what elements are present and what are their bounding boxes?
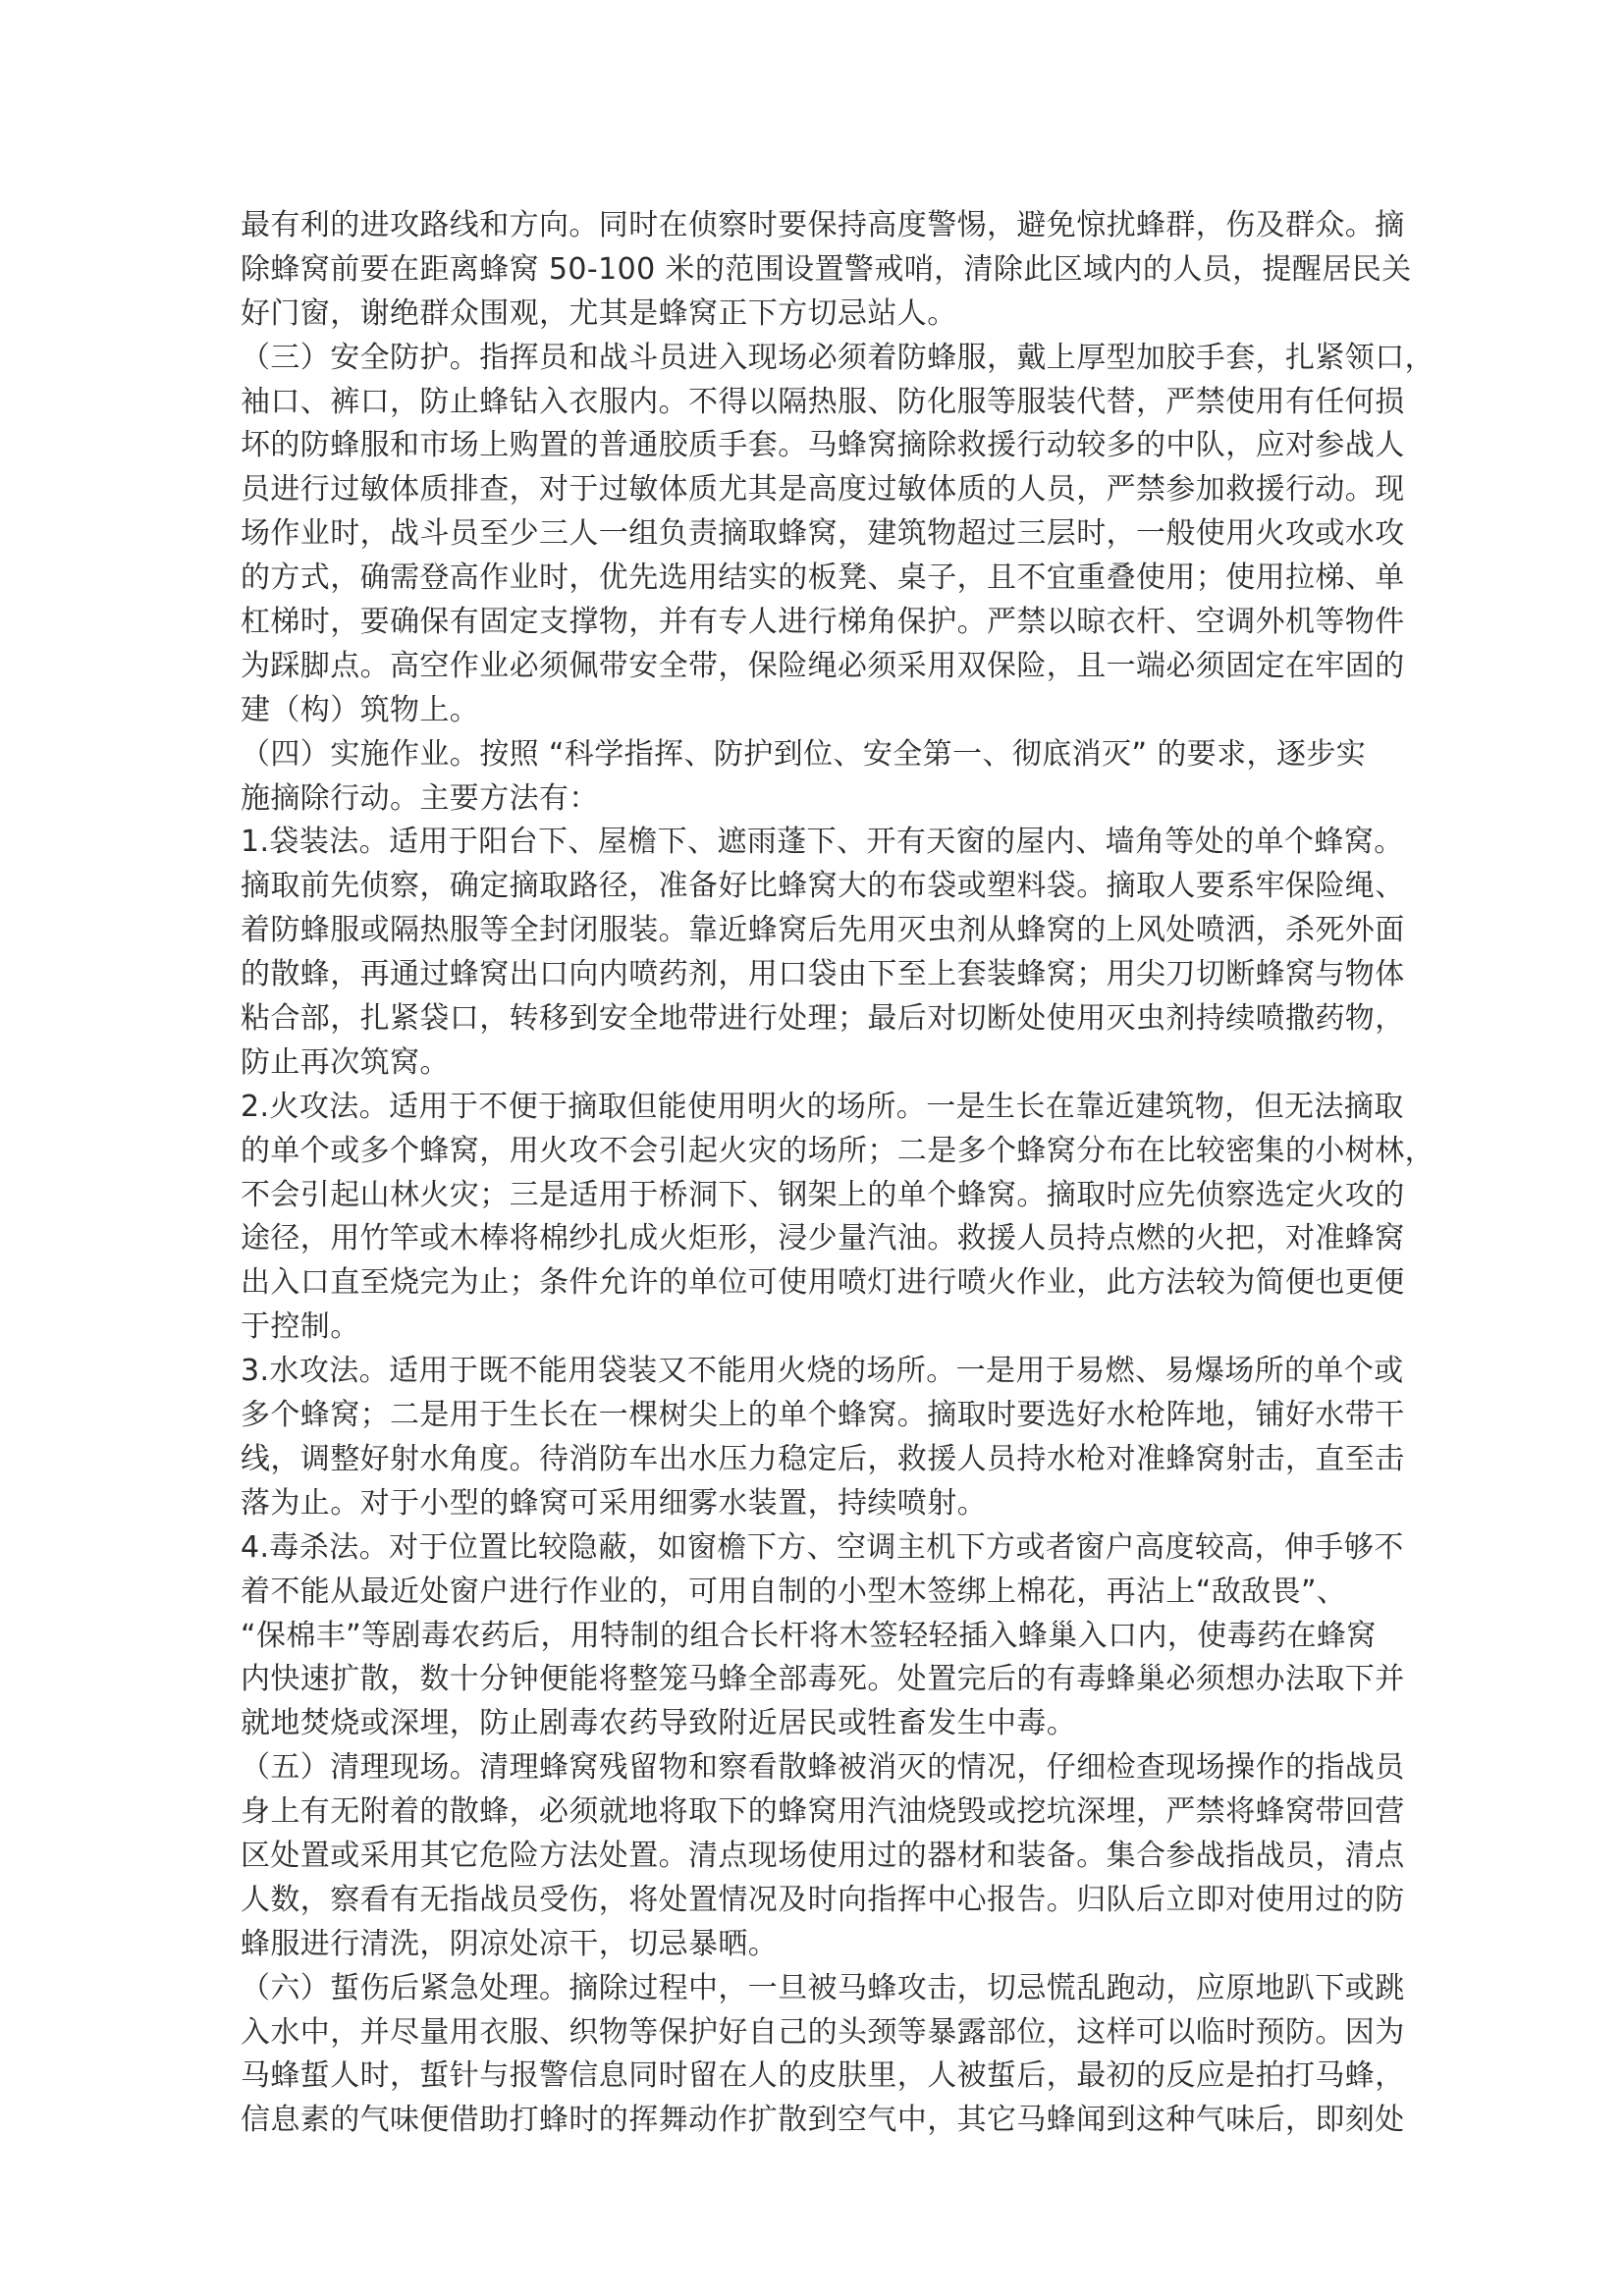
text-line: 途径，用竹竿或木棒将棉纱扎成火炬形，浸少量汽油。救援人员持点燃的火把，对准蜂窝 [241,1221,1405,1256]
text-line: 除蜂窝前要在距离蜂窝 50-100 米的范围设置警戒哨，清除此区域内的人员，提醒居民关 [241,251,1412,287]
text-line: 于控制。 [241,1309,360,1345]
text-line: 好门窗，谢绝群众围观，尤其是蜂窝正下方切忌站人。 [241,295,957,331]
text-line: 就地焚烧或深埋，防止剧毒农药导致附近居民或牲畜发生中毒。 [241,1706,1077,1741]
text-line: 的方式，确需登高作业时，优先选用结实的板凳、桌子，且不宜重叠使用；使用拉梯、单 [241,561,1405,596]
text-line: 最有利的进攻路线和方向。同时在侦察时要保持高度警惕，避免惊扰蜂群，伤及群众。摘 [241,208,1405,242]
text-line: 1.袋装法。适用于阳台下、屋檐下、遮雨蓬下、开有天窗的屋内、墙角等处的单个蜂窝。 [241,825,1404,860]
text-line: 多个蜂窝；二是用于生长在一棵树尖上的单个蜂窝。摘取时要选好水枪阵地，铺好水带干 [241,1398,1405,1433]
text-line: （五）清理现场。清理蜂窝残留物和察看散蜂被消灭的情况，仔细检查现场操作的指战员 [241,1750,1405,1786]
text-line: 3.水攻法。适用于既不能用袋装又不能用火烧的场所。一是用于易燃、易爆场所的单个或 [241,1354,1404,1389]
text-line: 场作业时，战斗员至少三人一组负责摘取蜂窝，建筑物超过三层时，一般使用火攻或水攻 [241,516,1405,552]
document-body [241,204,1435,2143]
text-line: 信息素的气味便借助打蜂时的挥舞动作扩散到空气中，其它马蜂闻到这种气味后，即刻处 [241,2103,1405,2138]
text-line: 施摘除行动。主要方法有： [241,780,599,816]
text-line: 入水中，并尽量用衣服、织物等保护好自己的头颈等暴露部位，这样可以临时预防。因为 [241,2014,1405,2050]
text-line: 摘取前先侦察，确定摘取路径，准备好比蜂窝大的布袋或塑料袋。摘取人要系牢保险绳、 [241,869,1405,904]
text-line: 坏的防蜂服和市场上购置的普通胶质手套。马蜂窝摘除救援行动较多的中队，应对参战人 [241,428,1405,463]
text-line: 粘合部，扎紧袋口，转移到安全地带进行处理；最后对切断处使用灭虫剂持续喷撒药物， [241,1001,1405,1037]
text-line: 2.火攻法。适用于不便于摘取但能使用明火的场所。一是生长在靠近建筑物，但无法摘取 [241,1089,1404,1124]
text-line: （三）安全防护。指挥员和战斗员进入现场必须着防蜂服，戴上厚型加胶手套，扎紧领口， [241,340,1435,375]
text-line: 出入口直至烧完为止；条件允许的单位可使用喷灯进行喷火作业，此方法较为简便也更便 [241,1265,1405,1301]
text-line: 建（构）筑物上。 [241,692,480,727]
text-line: 人数，察看有无指战员受伤，将处置情况及时向指挥中心报告。归队后立即对使用过的防 [241,1882,1405,1917]
text-line: 袖口、裤口，防止蜂钻入衣服内。不得以隔热服、防化服等服装代替，严禁使用有任何损 [241,384,1405,419]
text-line: 4.毒杀法。对于位置比较隐蔽，如窗檐下方、空调主机下方或者窗户高度较高，伸手够不 [241,1529,1404,1565]
text-line: 身上有无附着的散蜂，必须就地将取下的蜂窝用汽油烧毁或挖坑深埋，严禁将蜂窝带回营 [241,1794,1405,1830]
text-line: （四）实施作业。按照 “科学指挥、防护到位、安全第一、彻底消灭” 的要求，逐步实 [241,736,1367,772]
text-line: 员进行过敏体质排查，对于过敏体质尤其是高度过敏体质的人员，严禁参加救援行动。现 [241,472,1405,507]
text-line: 区处置或采用其它危险方法处置。清点现场使用过的器材和装备。集合参战指战员，清点 [241,1838,1405,1873]
text-line: 蜂服进行清洗，阴凉处凉干，切忌暴晒。 [241,1926,779,1961]
text-line: 内快速扩散，数十分钟便能将整笼马蜂全部毒死。处置完后的有毒蜂巢必须想办法取下并 [241,1662,1405,1697]
text-line: 不会引起山林火灾；三是适用于桥洞下、钢架上的单个蜂窝。摘取时应先侦察选定火攻的 [241,1177,1405,1212]
text-line: 落为止。对于小型的蜂窝可采用细雾水装置，持续喷射。 [241,1485,987,1521]
text-line: 线，调整好射水角度。待消防车出水压力稳定后，救援人员持水枪对准蜂窝射击，直至击 [241,1441,1405,1476]
text-line: “保棉丰”等剧毒农药后，用特制的组合长杆将木签轻轻插入蜂巢入口内，使毒药在蜂窝 [241,1618,1377,1653]
text-line: 的单个或多个蜂窝，用火攻不会引起火灾的场所；二是多个蜂窝分布在比较密集的小树林， [241,1133,1435,1168]
text-line: 着防蜂服或隔热服等全封闭服装。靠近蜂窝后先用灭虫剂从蜂窝的上风处喷洒，杀死外面 [241,913,1405,948]
text-line: 杠梯时，要确保有固定支撑物，并有专人进行梯角保护。严禁以晾衣杆、空调外机等物件 [241,605,1405,640]
text-line: （六）蜇伤后紧急处理。摘除过程中，一旦被马蜂攻击，切忌慌乱跑动，应原地趴下或跳 [241,1970,1405,2005]
text-line: 马蜂蜇人时，蜇针与报警信息同时留在人的皮肤里，人被蜇后，最初的反应是拍打马蜂， [241,2058,1405,2094]
text-line: 为踩脚点。高空作业必须佩带安全带，保险绳必须采用双保险，且一端必须固定在牢固的 [241,648,1405,683]
text-line: 的散蜂，再通过蜂窝出口向内喷药剂，用口袋由下至上套装蜂窝；用尖刀切断蜂窝与物体 [241,957,1405,992]
text-line: 防止再次筑窝。 [241,1044,450,1080]
text-line: 着不能从最近处窗户进行作业的，可用自制的小型木签绑上棉花，再沾上“敌敌畏”、 [241,1574,1347,1609]
